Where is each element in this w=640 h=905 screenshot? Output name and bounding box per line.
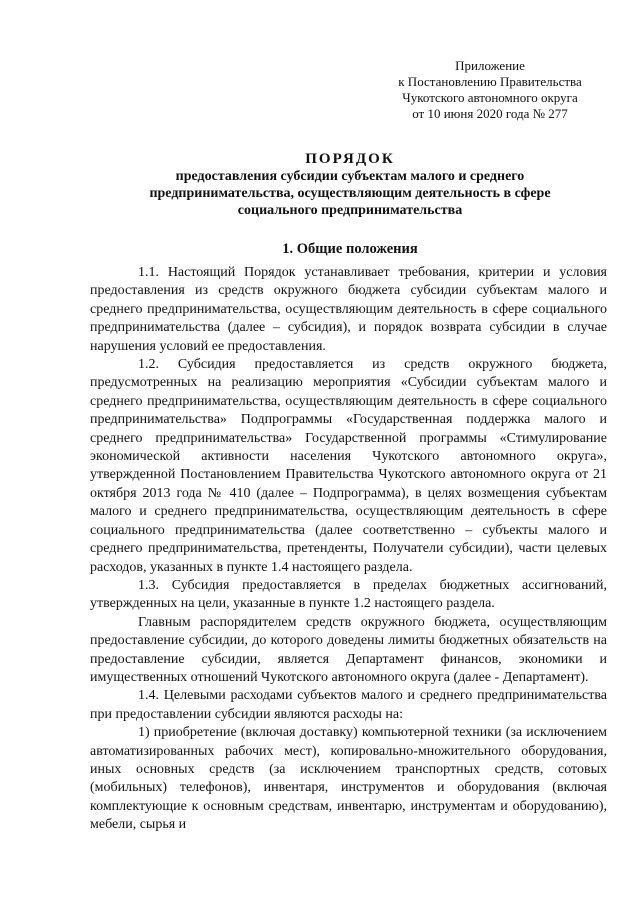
title-main: ПОРЯДОК [305,151,395,167]
appendix-line: к Постановлению Правительства [398,74,582,89]
document-title [80,150,620,219]
title-subtitle-line: предпринимательства, осуществляющим деятельность в сфере [149,186,551,201]
appendix-note [380,58,600,122]
paragraph: 1.4. Целевыми расходами субъектов малого и среднего предпринимательства при предоставлении субсидии являются расходы на: [90,688,607,722]
paragraph: 1.1. Настоящий Порядок устанавливает требования, критерии и условия предоставления из средств окружного бюджета субсидии субъектам малого и среднего предпринимательства, осуществляющим деятельность в сфере социального предпринимательства (далее – субсидия), и порядок возврата субсидии в случае нарушения условий ее предоставления. [90,265,607,354]
appendix-line: Чукотского автономного округа [402,90,578,105]
paragraph: 1) приобретение (включая доставку) компьютерной техники (за исключением автоматизированных рабочих мест), копировально-множительного оборудования, иных основных средств (за исключением транспортных средств, сотовых (мобильных) телефонов), инвентаря, инструментов и оборудования (включая комплектующие к основным средствам, инвентарю, инструментам и оборудованию), мебели, сырья и [90,725,607,833]
appendix-line: Приложение [455,58,525,73]
section-heading: 1. Общие положения [282,241,418,257]
paragraph: 1.2. Субсидия предоставляется из средств окружного бюджета, предусмотренных на реализацию мероприятия «Субсидии субъектам малого и среднего предпринимательства, осуществляющим деятельность в сфере социального предпринимательства» Подпрограммы «Государственная поддержка малого и среднего предпринимательства» Государственной программы «Стимулирование экономической активности населения Чукотского автономного округа», утвержденной Постановлением Правительства Чукотского автономного округа от 21 октября 2013 года № 410 (далее – Подпрограмма), в целях возмещения субъектам малого и среднего предпринимательства, осуществляющим деятельность в сфере социального предпринимательства (далее соответственно – субъекты малого и среднего предпринимательства, претенденты, Получатели субсидии), части целевых расходов, указанных в пункте 1.4 настоящего раздела. [90,357,607,575]
paragraph: Главным распорядителем средств окружного бюджета, осуществляющим предоставление субсидии, до которого доведены лимиты бюджетных обязательств на предоставление субсидии, является Департамент финансов, экономики и имущественных отношений Чукотского автономного округа (далее - Департамент). [90,614,607,685]
paragraph: 1.3. Субсидия предоставляется в пределах бюджетных ассигнований, утвержденных на цели, указанные в пункте 1.2 настоящего раздела. [90,577,607,612]
title-subtitle-line: социального предпринимательства [237,203,463,218]
document-body [90,264,607,835]
title-subtitle-line: предоставления субсидии субъектам малого и среднего [175,169,525,184]
appendix-line: от 10 июня 2020 года № 277 [412,106,568,121]
